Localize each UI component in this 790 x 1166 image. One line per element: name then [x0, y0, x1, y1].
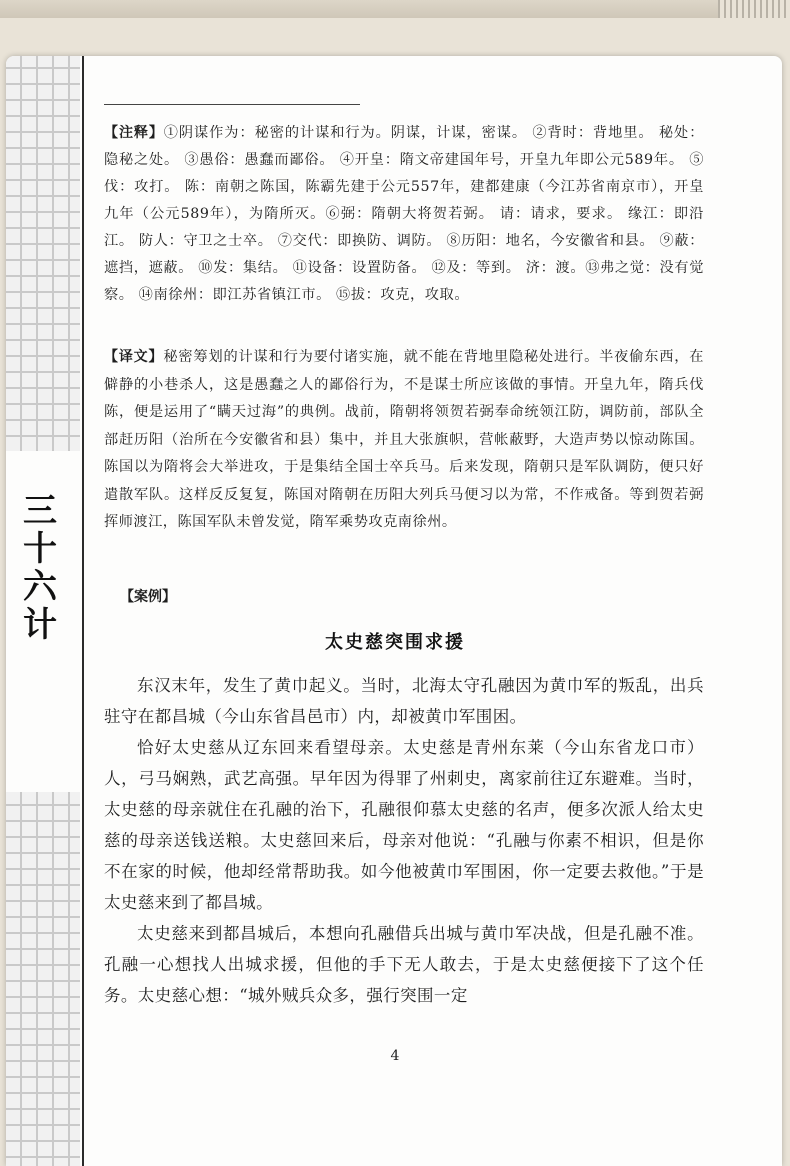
annotation-text: ①阴谋作为：秘密的计谋和行为。阴谋，计谋，密谋。 ②背时：背地里。 秘处：隐秘之处。 ③愚俗：愚蠢而鄙俗。 ④开皇：隋文帝建国年号，开皇九年即公元589年。 ⑤伐：攻打。 陈：南朝之陈国，陈霸先建于公元557年，建都建康（今江苏省南京市），开皇九年（公元589年），为隋所灭。⑥弼：隋朝大将贺若弼。 请：请求，要求。 缘江：即沿江。 防人：守卫之士卒。 ⑦交代：即换防、调防。 ⑧历阳：地名，今安徽省和县。 ⑨蔽：遮挡，遮蔽。 ⑩发：集结。 ⑪设备：设置防备。 ⑫及：等到。 济：渡。⑬弗之觉：没有觉察。 ⑭南徐州：即江苏省镇江市。 ⑮拔：攻克，攻取。 — [104, 125, 704, 303]
story-title: 太史慈突围求援 — [325, 632, 465, 653]
spine-char: 计 — [23, 605, 57, 645]
annotation-label: 【注释】 — [104, 125, 164, 141]
previous-page-strip — [0, 0, 790, 18]
translation-section — [104, 344, 704, 537]
spine-char: 六 — [23, 567, 57, 607]
page-number: 4 — [390, 1048, 400, 1064]
annotation-section — [104, 120, 704, 309]
translation-label: 【译文】 — [104, 349, 164, 365]
margin-rule — [82, 56, 84, 1166]
book-spine-title — [22, 492, 58, 644]
case-label: 【案例】 — [120, 589, 176, 605]
spine-char: 三 — [23, 491, 57, 531]
body-paragraph: 太史慈来到都昌城后，本想向孔融借兵出城与黄巾军决战，但是孔融不准。孔融一心想找人出城求援，但他的手下无人敢去，于是太史慈便接下了这个任务。太史慈心想：“城外贼兵众多，强行突围一定 — [104, 924, 704, 1005]
body-paragraph: 恰好太史慈从辽东回来看望母亲。太史慈是青州东莱（今山东省龙口市）人，弓马娴熟，武艺高强。早年因为得罪了州刺史，离家前往辽东避难。当时，太史慈的母亲就住在孔融的治下，孔融很仰慕太史慈的名声，便多次派人给太史慈的母亲送钱送粮。太史慈回来后，母亲对他说：“孔融与你素不相识，但是你不在家的时候，他却经常帮助我。如今他被黄巾军围困，你一定要去救他。”于是太史慈来到了都昌城。 — [104, 738, 704, 912]
spine-char: 十 — [23, 529, 57, 569]
footnote-rule — [104, 104, 360, 105]
fret-border-bottom — [6, 792, 80, 1166]
fret-border-top — [6, 56, 80, 451]
translation-text: 秘密筹划的计谋和行为要付诸实施，就不能在背地里隐秘处进行。半夜偷东西，在僻静的小巷杀人，这是愚蠢之人的鄙俗行为，不是谋士所应该做的事情。开皇九年，隋兵伐陈，便是运用了“瞒天过海”的典例。战前，隋朝将领贺若弼奉命统领江防，调防前，部队全部赶历阳（治所在今安徽省和县）集中，并且大张旗帜，营帐蔽野，大造声势以惊动陈国。陈国以为隋将会大举进攻，于是集结全国士卒兵马。后来发现，隋朝只是军队调防，便只好遣散军队。这样反反复复，陈国对隋朝在历阳大列兵马便习以为常，不作戒备。等到贺若弼挥师渡江，陈国军队未曾发觉，隋军乘势攻克南徐州。 — [104, 349, 704, 530]
strip-fret-pattern — [718, 0, 790, 18]
body-paragraph: 东汉末年，发生了黄巾起义。当时，北海太守孔融因为黄巾军的叛乱，出兵驻守在都昌城（今山东省昌邑市）内，却被黄巾军围困。 — [104, 676, 704, 726]
